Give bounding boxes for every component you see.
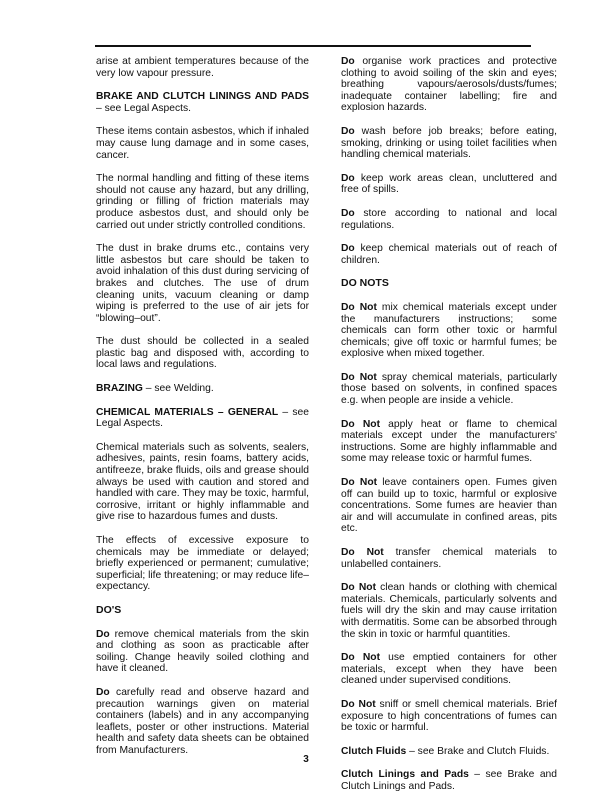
right-column	[341, 56, 557, 805]
paragraph: Do Not mix chemical materials except under the manufacturers instructions; some chemicals can form other toxic or harmful chemicals; give off toxic or harmful fumes; be explosive when mixed together.	[341, 301, 557, 360]
paragraph: arise at ambient temperatures because of the very low vapour pressure.	[96, 56, 309, 79]
paragraph: Do organise work practices and protective clothing to avoid soiling of the skin and eyes; breathing vapours/aerosols/dusts/fumes; inadequate container labelling; fire and explosion hazards.	[341, 56, 557, 114]
paragraph: CHEMICAL MATERIALS – GENERAL – see Legal Aspects.	[96, 406, 309, 430]
paragraph: BRAKE AND CLUTCH LININGS AND PADS – see Legal Aspects.	[96, 91, 309, 114]
paragraph: The dust in brake drums etc., contains very little asbestos but care should be taken to avoid inhalation of this dust during servicing of brakes and clutches. The use of drum cleaning units, vacuum cleaning or damp wiping is preferred to the use of air jets for “blowing–out”.	[96, 243, 309, 324]
paragraph: Do Not spray chemical materials, particularly those based on solvents, in confined spaces e.g. when people are inside a vehicle.	[341, 371, 557, 407]
left-column	[96, 56, 309, 769]
paragraph: Do Not apply heat or flame to chemical materials except under the manufacturers' instructions. Some are highly inflammable and some may release toxic or harmful fumes.	[341, 418, 557, 465]
paragraph: Do remove chemical materials from the skin and clothing as soon as practicable after soiling. Change heavily soiled clothing and have it cleaned.	[96, 628, 309, 675]
paragraph: Do wash before job breaks; before eating, smoking, drinking or using toilet facilities when handling chemical materials.	[341, 125, 557, 161]
page-number: 3	[303, 754, 309, 765]
paragraph: Clutch Fluids – see Brake and Clutch Fluids.	[341, 745, 550, 757]
paragraph: Do Not sniff or smell chemical materials. Brief exposure to high concentrations of fumes can be toxic or harmful.	[341, 698, 557, 734]
section-heading-donots: DO NOTS	[341, 277, 389, 290]
paragraph: Do Not clean hands or clothing with chemical materials. Chemicals, particularly solvents and fuels will dry the skin and may cause irritation with dermatitis. Some can be absorbed through the skin in toxic or harmful quantities.	[341, 582, 557, 640]
paragraph: Do Not use emptied containers for other materials, except when they have been cleaned under supervised conditions.	[341, 652, 557, 687]
paragraph: Do store according to national and local regulations.	[341, 207, 557, 231]
paragraph: BRAZING – see Welding.	[96, 383, 214, 395]
paragraph: Do keep work areas clean, uncluttered and free of spills.	[341, 172, 557, 196]
paragraph: Do carefully read and observe hazard and precaution warnings given on material containers (labels) and in any accompanying leaflets, poster or other instructions. Material health and safety data sheets can be obtained from Manufacturers.	[96, 686, 309, 756]
top-rule	[95, 45, 531, 47]
paragraph: Do Not leave containers open. Fumes given off can build up to toxic, harmful or explosive concentrations. Some fumes are heavier than air and will accumulate in confined areas, pits etc.	[341, 477, 557, 535]
paragraph: These items contain asbestos, which if inhaled may cause lung damage and in some cases, cancer.	[96, 126, 309, 161]
paragraph: Clutch Linings and Pads – see Brake and Clutch Linings and Pads.	[341, 769, 557, 792]
paragraph: The effects of excessive exposure to chemicals may be immediate or delayed; briefly experienced or permanent; cumulative; superficial; life threatening; or may reduce life–expectancy.	[96, 535, 309, 593]
paragraph: The dust should be collected in a sealed plastic bag and disposed with, according to local laws and regulations.	[96, 336, 309, 371]
paragraph: Do keep chemical materials out of reach of children.	[341, 243, 557, 266]
paragraph: The normal handling and fitting of these items should not cause any hazard, but any drilling, grinding or filling of friction materials may produce asbestos dust, and should only be carried out under strictly controlled conditions.	[96, 173, 309, 231]
paragraph: Do Not transfer chemical materials to unlabelled containers.	[341, 547, 557, 570]
section-heading-dos: DO'S	[96, 603, 122, 616]
paragraph: Chemical materials such as solvents, sealers, adhesives, paints, resin foams, battery acids, antifreeze, brake fluids, oils and grease should always be used with caution and stored and handled with care. They may be toxic, harmful, corrosive, irritant or highly inflammable and give rise to hazardous fumes and dusts.	[96, 441, 309, 523]
